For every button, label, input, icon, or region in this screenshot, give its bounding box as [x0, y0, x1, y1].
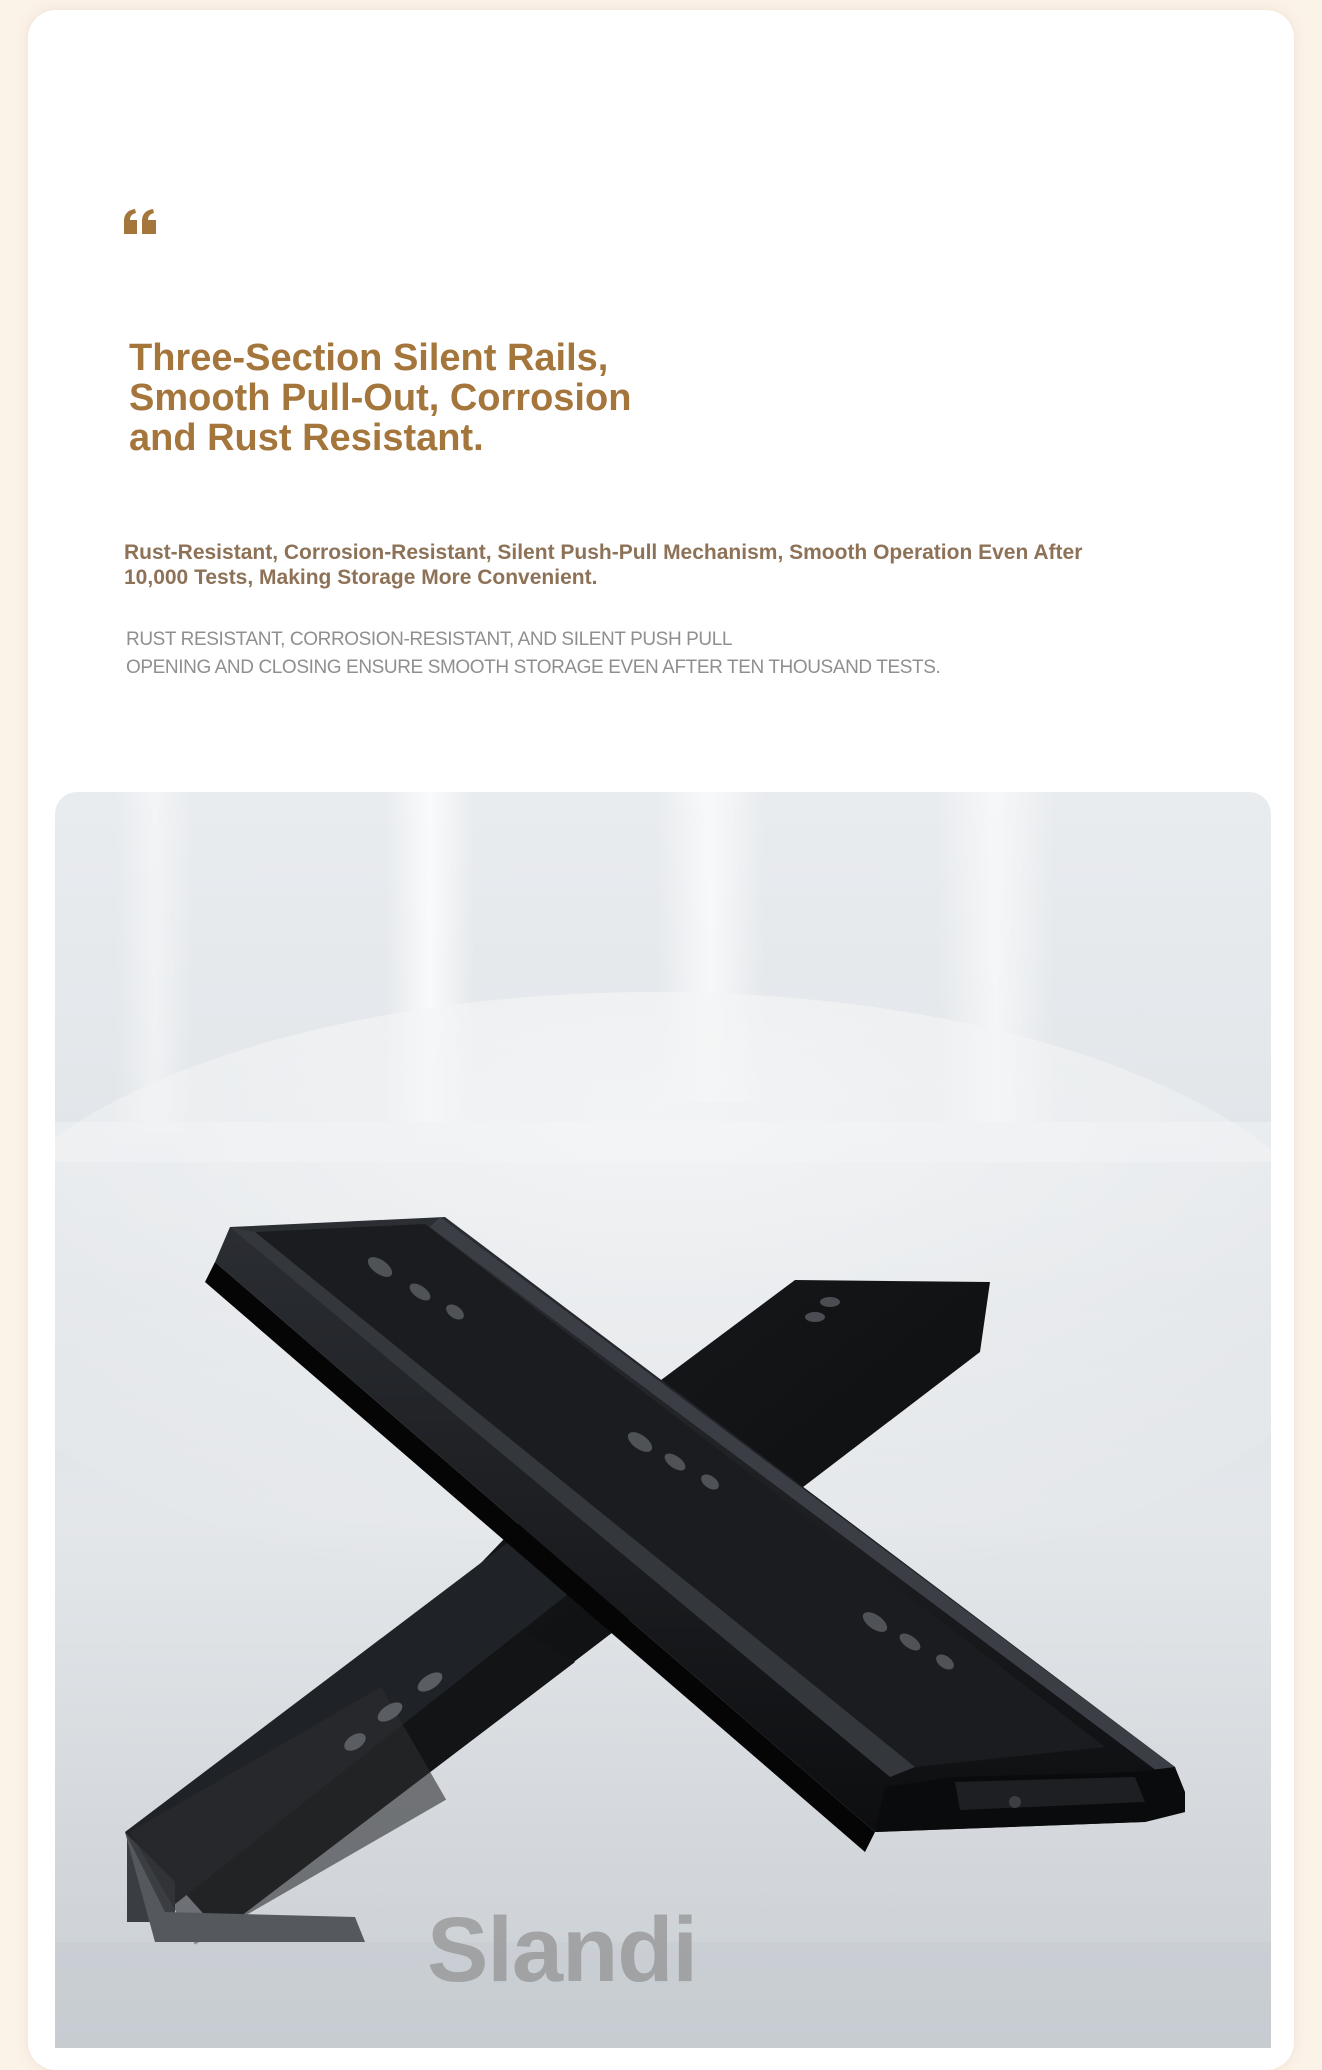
caps-description — [126, 626, 1226, 682]
caps-description-line-2: OPENING AND CLOSING ENSURE SMOOTH STORAGE EVEN AFTER TEN THOUSAND TESTS. — [126, 657, 941, 678]
caps-description-line-1: RUST RESISTANT, CORROSION-RESISTANT, AND SILENT PUSH PULL — [126, 629, 733, 650]
subtitle — [124, 540, 1224, 590]
headline-line-2: Smooth Pull-Out, Corrosion — [129, 377, 632, 419]
headline-line-3: and Rust Resistant. — [129, 417, 484, 459]
quote-mark-icon — [123, 208, 157, 234]
subtitle-line-1: Rust-Resistant, Corrosion-Resistant, Silent Push-Pull Mechanism, Smooth Operation Even After — [124, 541, 1083, 564]
drawer-slide-rails-illustration — [55, 792, 1271, 2048]
headline-line-1: Three-Section Silent Rails, — [129, 337, 609, 379]
brand-watermark: Slandi — [427, 1899, 698, 2001]
product-photo — [55, 792, 1271, 2048]
subtitle-line-2: 10,000 Tests, Making Storage More Convenient. — [124, 566, 598, 589]
headline — [129, 338, 689, 458]
